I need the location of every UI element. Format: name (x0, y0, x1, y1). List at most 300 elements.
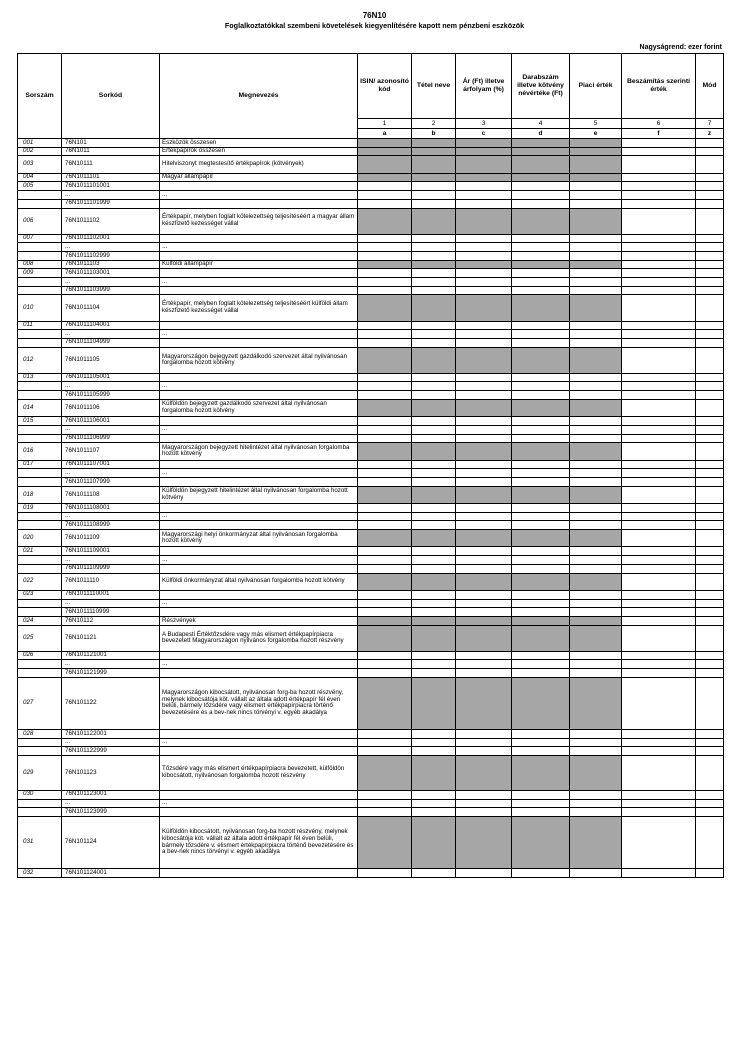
value-cell[interactable] (696, 251, 724, 260)
value-cell[interactable] (456, 564, 512, 573)
value-cell[interactable] (696, 790, 724, 799)
value-cell[interactable] (622, 808, 696, 817)
value-cell[interactable] (512, 590, 570, 599)
value-cell[interactable] (412, 477, 456, 486)
value-cell[interactable] (622, 295, 696, 321)
value-cell[interactable] (696, 512, 724, 521)
value-cell[interactable] (622, 660, 696, 669)
value-cell[interactable] (622, 443, 696, 460)
value-cell[interactable] (412, 521, 456, 530)
value-cell[interactable] (412, 338, 456, 347)
value-cell[interactable] (622, 747, 696, 756)
value-cell[interactable] (512, 660, 570, 669)
value-cell[interactable] (358, 338, 412, 347)
value-cell[interactable] (412, 243, 456, 252)
value-cell[interactable] (412, 669, 456, 678)
value-cell[interactable] (696, 156, 724, 173)
value-cell[interactable] (412, 738, 456, 747)
value-cell[interactable] (696, 651, 724, 660)
value-cell[interactable] (696, 469, 724, 478)
value-cell[interactable] (412, 286, 456, 295)
value-cell[interactable] (456, 512, 512, 521)
value-cell[interactable] (456, 417, 512, 426)
value-cell[interactable] (696, 625, 724, 651)
value-cell[interactable] (456, 521, 512, 530)
value-cell[interactable] (696, 816, 724, 868)
value-cell[interactable] (512, 382, 570, 391)
value-cell[interactable] (696, 799, 724, 808)
value-cell[interactable] (512, 199, 570, 208)
value-cell[interactable] (456, 669, 512, 678)
value-cell[interactable] (622, 147, 696, 156)
value-cell[interactable] (622, 234, 696, 243)
value-cell[interactable] (358, 373, 412, 382)
value-cell[interactable] (358, 382, 412, 391)
value-cell[interactable] (358, 738, 412, 747)
value-cell[interactable] (512, 504, 570, 513)
value-cell[interactable] (696, 677, 724, 729)
value-cell[interactable] (512, 669, 570, 678)
value-cell[interactable] (412, 547, 456, 556)
value-cell[interactable] (696, 477, 724, 486)
value-cell[interactable] (512, 425, 570, 434)
value-cell[interactable] (412, 747, 456, 756)
value-cell[interactable] (696, 199, 724, 208)
value-cell[interactable] (622, 504, 696, 513)
value-cell[interactable] (696, 486, 724, 503)
value-cell[interactable] (512, 373, 570, 382)
value-cell[interactable] (570, 556, 622, 565)
value-cell[interactable] (622, 156, 696, 173)
value-cell[interactable] (358, 504, 412, 513)
value-cell[interactable] (696, 321, 724, 330)
value-cell[interactable] (412, 564, 456, 573)
value-cell[interactable] (570, 269, 622, 278)
value-cell[interactable] (512, 608, 570, 617)
value-cell[interactable] (412, 790, 456, 799)
value-cell[interactable] (570, 243, 622, 252)
value-cell[interactable] (412, 590, 456, 599)
value-cell[interactable] (358, 330, 412, 339)
value-cell[interactable] (358, 512, 412, 521)
value-cell[interactable] (696, 286, 724, 295)
value-cell[interactable] (456, 547, 512, 556)
value-cell[interactable] (512, 564, 570, 573)
value-cell[interactable] (622, 590, 696, 599)
value-cell[interactable] (622, 564, 696, 573)
value-cell[interactable] (696, 521, 724, 530)
value-cell[interactable] (456, 234, 512, 243)
value-cell[interactable] (570, 278, 622, 287)
value-cell[interactable] (358, 243, 412, 252)
value-cell[interactable] (456, 391, 512, 400)
value-cell[interactable] (570, 599, 622, 608)
value-cell[interactable] (512, 469, 570, 478)
value-cell[interactable] (622, 677, 696, 729)
value-cell[interactable] (358, 278, 412, 287)
value-cell[interactable] (412, 504, 456, 513)
value-cell[interactable] (696, 460, 724, 469)
value-cell[interactable] (358, 469, 412, 478)
value-cell[interactable] (570, 373, 622, 382)
value-cell[interactable] (570, 191, 622, 200)
value-cell[interactable] (696, 382, 724, 391)
value-cell[interactable] (412, 730, 456, 739)
value-cell[interactable] (696, 234, 724, 243)
value-cell[interactable] (570, 521, 622, 530)
value-cell[interactable] (622, 425, 696, 434)
value-cell[interactable] (696, 338, 724, 347)
value-cell[interactable] (412, 269, 456, 278)
value-cell[interactable] (622, 730, 696, 739)
value-cell[interactable] (358, 547, 412, 556)
value-cell[interactable] (696, 399, 724, 416)
value-cell[interactable] (512, 799, 570, 808)
value-cell[interactable] (570, 469, 622, 478)
value-cell[interactable] (696, 147, 724, 156)
value-cell[interactable] (696, 182, 724, 191)
value-cell[interactable] (622, 799, 696, 808)
value-cell[interactable] (622, 625, 696, 651)
value-cell[interactable] (412, 651, 456, 660)
value-cell[interactable] (456, 590, 512, 599)
value-cell[interactable] (622, 338, 696, 347)
value-cell[interactable] (622, 608, 696, 617)
value-cell[interactable] (622, 547, 696, 556)
value-cell[interactable] (412, 425, 456, 434)
value-cell[interactable] (456, 869, 512, 878)
value-cell[interactable] (570, 286, 622, 295)
value-cell[interactable] (696, 808, 724, 817)
value-cell[interactable] (622, 512, 696, 521)
value-cell[interactable] (456, 269, 512, 278)
value-cell[interactable] (570, 738, 622, 747)
value-cell[interactable] (456, 469, 512, 478)
value-cell[interactable] (622, 321, 696, 330)
value-cell[interactable] (512, 391, 570, 400)
value-cell[interactable] (570, 382, 622, 391)
value-cell[interactable] (412, 469, 456, 478)
value-cell[interactable] (570, 730, 622, 739)
value-cell[interactable] (622, 182, 696, 191)
value-cell[interactable] (512, 556, 570, 565)
value-cell[interactable] (456, 730, 512, 739)
value-cell[interactable] (622, 191, 696, 200)
value-cell[interactable] (512, 521, 570, 530)
value-cell[interactable] (622, 278, 696, 287)
value-cell[interactable] (456, 790, 512, 799)
value-cell[interactable] (622, 617, 696, 626)
value-cell[interactable] (456, 799, 512, 808)
value-cell[interactable] (358, 234, 412, 243)
value-cell[interactable] (696, 730, 724, 739)
value-cell[interactable] (358, 599, 412, 608)
value-cell[interactable] (358, 199, 412, 208)
value-cell[interactable] (696, 347, 724, 373)
value-cell[interactable] (570, 747, 622, 756)
value-cell[interactable] (412, 808, 456, 817)
value-cell[interactable] (570, 669, 622, 678)
value-cell[interactable] (512, 191, 570, 200)
value-cell[interactable] (512, 747, 570, 756)
value-cell[interactable] (696, 173, 724, 182)
value-cell[interactable] (456, 477, 512, 486)
value-cell[interactable] (622, 599, 696, 608)
value-cell[interactable] (456, 330, 512, 339)
value-cell[interactable] (570, 338, 622, 347)
value-cell[interactable] (412, 512, 456, 521)
value-cell[interactable] (358, 608, 412, 617)
value-cell[interactable] (622, 330, 696, 339)
value-cell[interactable] (456, 382, 512, 391)
value-cell[interactable] (622, 347, 696, 373)
value-cell[interactable] (456, 608, 512, 617)
value-cell[interactable] (358, 669, 412, 678)
value-cell[interactable] (696, 530, 724, 547)
value-cell[interactable] (696, 278, 724, 287)
value-cell[interactable] (570, 869, 622, 878)
value-cell[interactable] (512, 477, 570, 486)
value-cell[interactable] (358, 391, 412, 400)
value-cell[interactable] (570, 790, 622, 799)
value-cell[interactable] (696, 373, 724, 382)
value-cell[interactable] (412, 799, 456, 808)
value-cell[interactable] (358, 477, 412, 486)
value-cell[interactable] (622, 417, 696, 426)
value-cell[interactable] (512, 869, 570, 878)
value-cell[interactable] (696, 660, 724, 669)
value-cell[interactable] (512, 512, 570, 521)
value-cell[interactable] (512, 434, 570, 443)
value-cell[interactable] (512, 730, 570, 739)
value-cell[interactable] (358, 286, 412, 295)
value-cell[interactable] (570, 460, 622, 469)
value-cell[interactable] (622, 530, 696, 547)
value-cell[interactable] (456, 286, 512, 295)
value-cell[interactable] (412, 608, 456, 617)
value-cell[interactable] (696, 443, 724, 460)
value-cell[interactable] (456, 182, 512, 191)
value-cell[interactable] (412, 556, 456, 565)
value-cell[interactable] (412, 599, 456, 608)
value-cell[interactable] (622, 391, 696, 400)
value-cell[interactable] (412, 330, 456, 339)
value-cell[interactable] (358, 521, 412, 530)
value-cell[interactable] (570, 547, 622, 556)
value-cell[interactable] (412, 321, 456, 330)
value-cell[interactable] (358, 651, 412, 660)
value-cell[interactable] (622, 173, 696, 182)
value-cell[interactable] (412, 199, 456, 208)
value-cell[interactable] (696, 295, 724, 321)
value-cell[interactable] (696, 738, 724, 747)
value-cell[interactable] (696, 547, 724, 556)
value-cell[interactable] (622, 208, 696, 234)
value-cell[interactable] (696, 208, 724, 234)
value-cell[interactable] (456, 660, 512, 669)
value-cell[interactable] (622, 756, 696, 791)
value-cell[interactable] (696, 556, 724, 565)
value-cell[interactable] (622, 669, 696, 678)
value-cell[interactable] (412, 460, 456, 469)
value-cell[interactable] (570, 590, 622, 599)
value-cell[interactable] (358, 869, 412, 878)
value-cell[interactable] (512, 243, 570, 252)
value-cell[interactable] (456, 808, 512, 817)
value-cell[interactable] (622, 738, 696, 747)
value-cell[interactable] (412, 251, 456, 260)
value-cell[interactable] (696, 269, 724, 278)
value-cell[interactable] (696, 391, 724, 400)
value-cell[interactable] (622, 790, 696, 799)
value-cell[interactable] (456, 504, 512, 513)
value-cell[interactable] (358, 434, 412, 443)
value-cell[interactable] (358, 191, 412, 200)
value-cell[interactable] (570, 651, 622, 660)
value-cell[interactable] (358, 747, 412, 756)
value-cell[interactable] (512, 234, 570, 243)
value-cell[interactable] (570, 425, 622, 434)
value-cell[interactable] (358, 590, 412, 599)
value-cell[interactable] (570, 512, 622, 521)
value-cell[interactable] (512, 417, 570, 426)
value-cell[interactable] (358, 251, 412, 260)
value-cell[interactable] (456, 199, 512, 208)
value-cell[interactable] (512, 286, 570, 295)
value-cell[interactable] (456, 338, 512, 347)
value-cell[interactable] (570, 504, 622, 513)
value-cell[interactable] (622, 477, 696, 486)
value-cell[interactable] (570, 330, 622, 339)
value-cell[interactable] (622, 243, 696, 252)
value-cell[interactable] (358, 460, 412, 469)
value-cell[interactable] (358, 790, 412, 799)
value-cell[interactable] (696, 504, 724, 513)
value-cell[interactable] (696, 669, 724, 678)
value-cell[interactable] (622, 139, 696, 148)
value-cell[interactable] (456, 651, 512, 660)
value-cell[interactable] (412, 182, 456, 191)
value-cell[interactable] (622, 199, 696, 208)
value-cell[interactable] (456, 747, 512, 756)
value-cell[interactable] (512, 278, 570, 287)
value-cell[interactable] (622, 260, 696, 269)
value-cell[interactable] (456, 243, 512, 252)
value-cell[interactable] (412, 660, 456, 669)
value-cell[interactable] (412, 191, 456, 200)
value-cell[interactable] (696, 599, 724, 608)
value-cell[interactable] (696, 747, 724, 756)
value-cell[interactable] (696, 564, 724, 573)
value-cell[interactable] (696, 608, 724, 617)
value-cell[interactable] (570, 417, 622, 426)
value-cell[interactable] (456, 373, 512, 382)
value-cell[interactable] (456, 738, 512, 747)
value-cell[interactable] (696, 869, 724, 878)
value-cell[interactable] (358, 564, 412, 573)
value-cell[interactable] (358, 425, 412, 434)
value-cell[interactable] (512, 251, 570, 260)
value-cell[interactable] (456, 556, 512, 565)
value-cell[interactable] (512, 460, 570, 469)
value-cell[interactable] (696, 590, 724, 599)
value-cell[interactable] (358, 417, 412, 426)
value-cell[interactable] (512, 738, 570, 747)
value-cell[interactable] (622, 486, 696, 503)
value-cell[interactable] (696, 617, 724, 626)
value-cell[interactable] (622, 434, 696, 443)
value-cell[interactable] (512, 599, 570, 608)
value-cell[interactable] (622, 651, 696, 660)
value-cell[interactable] (412, 434, 456, 443)
value-cell[interactable] (358, 182, 412, 191)
value-cell[interactable] (412, 278, 456, 287)
value-cell[interactable] (696, 243, 724, 252)
value-cell[interactable] (696, 434, 724, 443)
value-cell[interactable] (358, 556, 412, 565)
value-cell[interactable] (456, 434, 512, 443)
value-cell[interactable] (622, 286, 696, 295)
value-cell[interactable] (696, 417, 724, 426)
value-cell[interactable] (512, 330, 570, 339)
value-cell[interactable] (358, 799, 412, 808)
value-cell[interactable] (570, 564, 622, 573)
value-cell[interactable] (412, 391, 456, 400)
value-cell[interactable] (512, 790, 570, 799)
value-cell[interactable] (622, 269, 696, 278)
value-cell[interactable] (412, 417, 456, 426)
value-cell[interactable] (512, 808, 570, 817)
value-cell[interactable] (570, 808, 622, 817)
value-cell[interactable] (622, 373, 696, 382)
value-cell[interactable] (456, 460, 512, 469)
value-cell[interactable] (696, 573, 724, 590)
value-cell[interactable] (512, 269, 570, 278)
value-cell[interactable] (512, 182, 570, 191)
value-cell[interactable] (358, 808, 412, 817)
value-cell[interactable] (358, 321, 412, 330)
value-cell[interactable] (358, 269, 412, 278)
value-cell[interactable] (570, 434, 622, 443)
value-cell[interactable] (358, 660, 412, 669)
value-cell[interactable] (696, 191, 724, 200)
value-cell[interactable] (696, 330, 724, 339)
value-cell[interactable] (570, 391, 622, 400)
value-cell[interactable] (696, 756, 724, 791)
value-cell[interactable] (622, 382, 696, 391)
value-cell[interactable] (412, 234, 456, 243)
value-cell[interactable] (512, 651, 570, 660)
value-cell[interactable] (622, 469, 696, 478)
value-cell[interactable] (570, 251, 622, 260)
value-cell[interactable] (358, 730, 412, 739)
value-cell[interactable] (622, 573, 696, 590)
value-cell[interactable] (570, 199, 622, 208)
value-cell[interactable] (570, 321, 622, 330)
value-cell[interactable] (412, 869, 456, 878)
value-cell[interactable] (696, 260, 724, 269)
value-cell[interactable] (570, 477, 622, 486)
value-cell[interactable] (412, 373, 456, 382)
value-cell[interactable] (412, 382, 456, 391)
value-cell[interactable] (456, 321, 512, 330)
value-cell[interactable] (696, 139, 724, 148)
value-cell[interactable] (570, 608, 622, 617)
value-cell[interactable] (622, 460, 696, 469)
value-cell[interactable] (622, 521, 696, 530)
value-cell[interactable] (512, 547, 570, 556)
value-cell[interactable] (570, 660, 622, 669)
